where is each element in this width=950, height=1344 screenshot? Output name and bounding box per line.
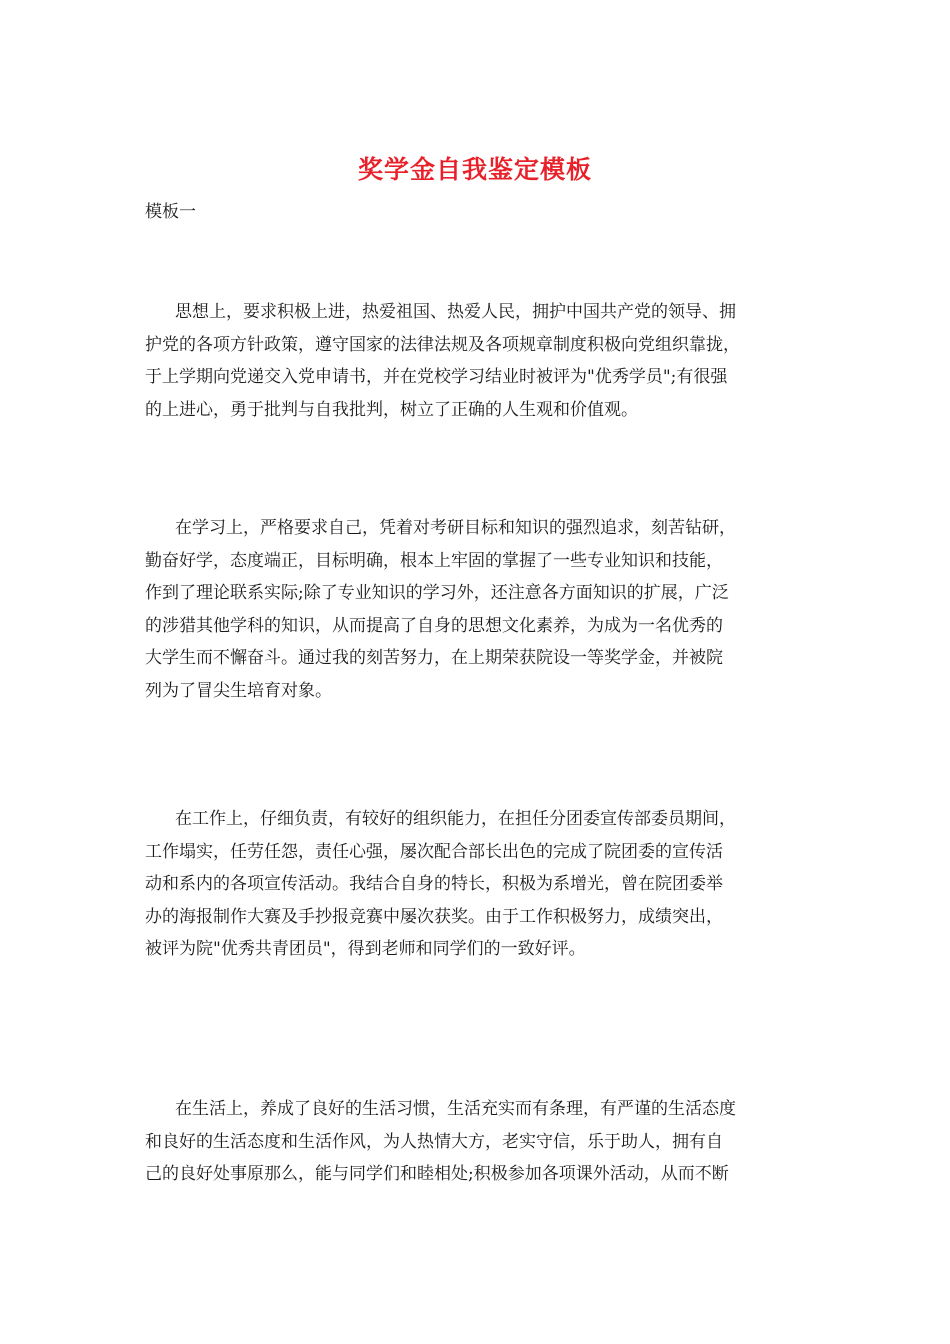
document-title: 奖学金自我鉴定模板	[357, 155, 592, 184]
paragraph-study: 在学习上，严格要求自己，凭着对考研目标和知识的强烈追求，刻苦钻研， 勤奋好学，态度端正，目标明确，根本上牢固的掌握了一些专业知识和技能， 作到了理论联系实际;除了专业知识的学习外，还注意各方面知识的扩展，广泛 的涉猎其他学科的知识，从而提高了自身的思想文化素养，为成为一名优秀的 大学生而不懈奋斗。通过我的刻苦努力，在上期荣获院设一等奖学金，并被院 列为了冒尖生培育对象。	[145, 518, 736, 701]
paragraph-ideology: 思想上，要求积极上进，热爱祖国、热爱人民，拥护中国共产党的领导、拥 护党的各项方针政策，遵守国家的法律法规及各项规章制度积极向党组织靠拢， 于上学期向党递交入党申请书，并在党校学习结业时被评为"优秀学员";有很强 的上进心，勇于批判与自我批判，树立了正确的人生观和价值观。	[145, 302, 740, 420]
paragraph-work: 在工作上，仔细负责，有较好的组织能力，在担任分团委宣传部委员期间， 工作塌实，任劳任怨，责任心强，屡次配合部长出色的完成了院团委的宣传活 动和系内的各项宣传活动。我结合自身的特长，积极为系增光，曾在院团委举 办的海报制作大赛及手抄报竞赛中屡次获奖。由于工作积极努力，成绩突出， 被评为院"优秀共青团员"，得到老师和同学们的一致好评。	[145, 809, 736, 959]
section-label: 模板一	[145, 202, 196, 222]
paragraph-life: 在生活上，养成了良好的生活习惯，生活充实而有条理，有严谨的生活态度 和良好的生活态度和生活作风，为人热情大方，老实守信，乐于助人，拥有自 己的良好处事原那么，能与同学们和睦相处;积极参加各项课外活动，从而不断	[145, 1099, 736, 1184]
